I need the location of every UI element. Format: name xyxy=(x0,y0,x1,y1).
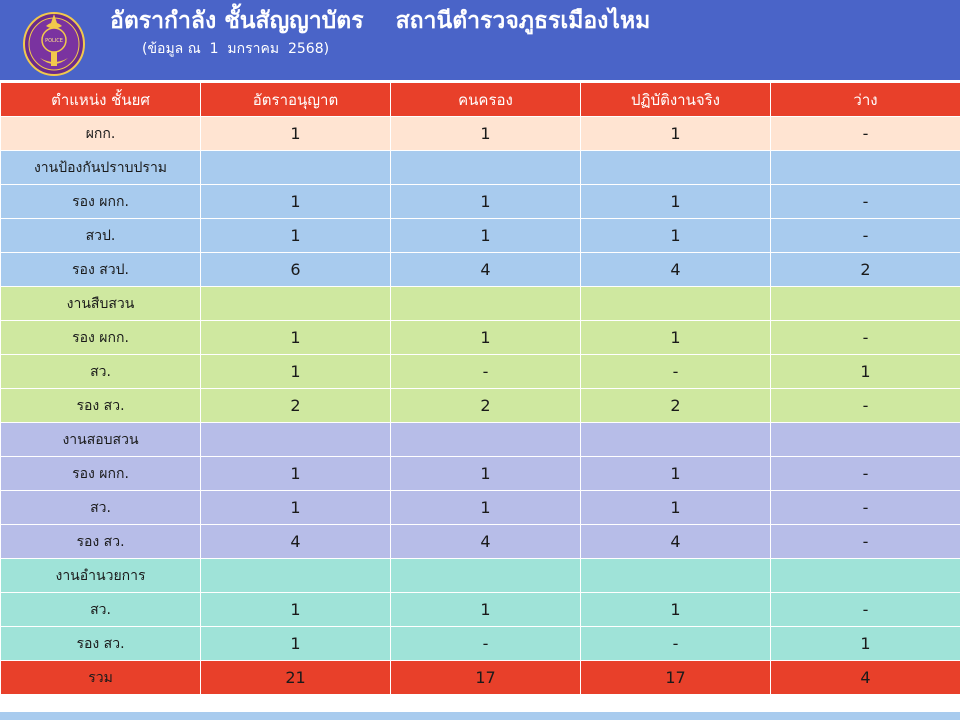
table-row xyxy=(1,321,960,355)
table-row xyxy=(1,627,960,661)
column-header-2: คนครอง xyxy=(391,83,581,117)
manpower-table xyxy=(0,82,960,695)
row-label: งานสืบสวน xyxy=(1,287,201,321)
cell-value: 4 xyxy=(581,253,771,287)
cell-value: - xyxy=(391,627,581,661)
row-label: รอง ผกก. xyxy=(1,457,201,491)
report-header-banner xyxy=(0,0,960,82)
cell-value: 1 xyxy=(201,321,391,355)
cell-value: 2 xyxy=(771,253,960,287)
row-label: รอง สว. xyxy=(1,389,201,423)
police-crest-icon xyxy=(18,6,90,78)
cell-value xyxy=(201,287,391,321)
table-row xyxy=(1,117,960,151)
cell-value: - xyxy=(771,593,960,627)
cell-value: 1 xyxy=(581,593,771,627)
cell-value: - xyxy=(771,491,960,525)
table-group-row xyxy=(1,423,960,457)
row-label: รอง สวป. xyxy=(1,253,201,287)
footer-strip xyxy=(0,712,960,720)
table-row xyxy=(1,253,960,287)
cell-value xyxy=(391,559,581,593)
cell-value: 1 xyxy=(391,491,581,525)
cell-value: - xyxy=(771,321,960,355)
cell-value: - xyxy=(771,219,960,253)
cell-value: 1 xyxy=(201,219,391,253)
cell-value: 1 xyxy=(771,355,960,389)
cell-value: 2 xyxy=(391,389,581,423)
table-row xyxy=(1,219,960,253)
column-header-0: ตำแหน่ง ชั้นยศ xyxy=(1,83,201,117)
cell-value xyxy=(581,559,771,593)
table-group-row xyxy=(1,287,960,321)
cell-value: - xyxy=(391,355,581,389)
cell-value xyxy=(201,559,391,593)
cell-value xyxy=(581,423,771,457)
cell-value: 1 xyxy=(581,185,771,219)
cell-value xyxy=(771,423,960,457)
cell-value: - xyxy=(771,185,960,219)
cell-value: 1 xyxy=(391,185,581,219)
cell-value: - xyxy=(581,627,771,661)
table-row xyxy=(1,491,960,525)
cell-value xyxy=(391,151,581,185)
row-label: ผกก. xyxy=(1,117,201,151)
cell-value: 1 xyxy=(391,593,581,627)
table-row xyxy=(1,185,960,219)
cell-value xyxy=(201,423,391,457)
cell-value: 1 xyxy=(201,117,391,151)
column-header-4: ว่าง xyxy=(771,83,960,117)
cell-value: 4 xyxy=(391,253,581,287)
cell-value: 4 xyxy=(201,525,391,559)
table-row xyxy=(1,593,960,627)
cell-value: - xyxy=(771,389,960,423)
row-label: รอง สว. xyxy=(1,627,201,661)
table-group-row xyxy=(1,151,960,185)
page-title: อัตรากำลัง ชั้นสัญญาบัตร สถานีตำรวจภูธรเมืองไหม xyxy=(110,8,651,34)
row-label: สว. xyxy=(1,491,201,525)
cell-value: 17 xyxy=(391,661,581,695)
cell-value: - xyxy=(771,525,960,559)
cell-value: 1 xyxy=(201,627,391,661)
cell-value xyxy=(771,151,960,185)
table-header-row xyxy=(1,83,960,117)
cell-value: 1 xyxy=(201,185,391,219)
cell-value: 1 xyxy=(391,219,581,253)
column-header-3: ปฏิบัติงานจริง xyxy=(581,83,771,117)
cell-value: 1 xyxy=(581,491,771,525)
row-label: สวป. xyxy=(1,219,201,253)
cell-value xyxy=(771,559,960,593)
row-label: รอง สว. xyxy=(1,525,201,559)
cell-value: 6 xyxy=(201,253,391,287)
table-total-row xyxy=(1,661,960,695)
row-label: รวม xyxy=(1,661,201,695)
cell-value: 1 xyxy=(581,117,771,151)
cell-value: 1 xyxy=(391,321,581,355)
row-label: งานอำนวยการ xyxy=(1,559,201,593)
cell-value xyxy=(581,151,771,185)
table-row xyxy=(1,525,960,559)
table-body xyxy=(1,83,960,695)
cell-value: 1 xyxy=(201,355,391,389)
cell-value xyxy=(201,151,391,185)
cell-value: 1 xyxy=(771,627,960,661)
svg-text:POLICE: POLICE xyxy=(45,38,63,44)
row-label: สว. xyxy=(1,593,201,627)
cell-value xyxy=(581,287,771,321)
table-row xyxy=(1,355,960,389)
row-label: งานป้องกันปราบปราม xyxy=(1,151,201,185)
cell-value: 1 xyxy=(201,593,391,627)
cell-value: 1 xyxy=(201,457,391,491)
cell-value: 21 xyxy=(201,661,391,695)
cell-value: 1 xyxy=(391,457,581,491)
cell-value: - xyxy=(771,117,960,151)
row-label: งานสอบสวน xyxy=(1,423,201,457)
cell-value xyxy=(391,423,581,457)
cell-value: 1 xyxy=(581,457,771,491)
cell-value: 4 xyxy=(581,525,771,559)
page-subtitle: (ข้อมูล ณ 1 มกราคม 2568) xyxy=(142,41,330,57)
table-group-row xyxy=(1,559,960,593)
cell-value: - xyxy=(771,457,960,491)
cell-value xyxy=(771,287,960,321)
cell-value xyxy=(391,287,581,321)
table-row xyxy=(1,457,960,491)
cell-value: 1 xyxy=(391,117,581,151)
table-row xyxy=(1,389,960,423)
cell-value: 2 xyxy=(581,389,771,423)
row-label: รอง ผกก. xyxy=(1,321,201,355)
row-label: สว. xyxy=(1,355,201,389)
column-header-1: อัตราอนุญาต xyxy=(201,83,391,117)
cell-value: 17 xyxy=(581,661,771,695)
cell-value: 1 xyxy=(201,491,391,525)
cell-value: 4 xyxy=(771,661,960,695)
banner-text-block xyxy=(110,6,810,60)
cell-value: 1 xyxy=(581,219,771,253)
cell-value: 4 xyxy=(391,525,581,559)
cell-value: - xyxy=(581,355,771,389)
cell-value: 2 xyxy=(201,389,391,423)
row-label: รอง ผกก. xyxy=(1,185,201,219)
cell-value: 1 xyxy=(581,321,771,355)
